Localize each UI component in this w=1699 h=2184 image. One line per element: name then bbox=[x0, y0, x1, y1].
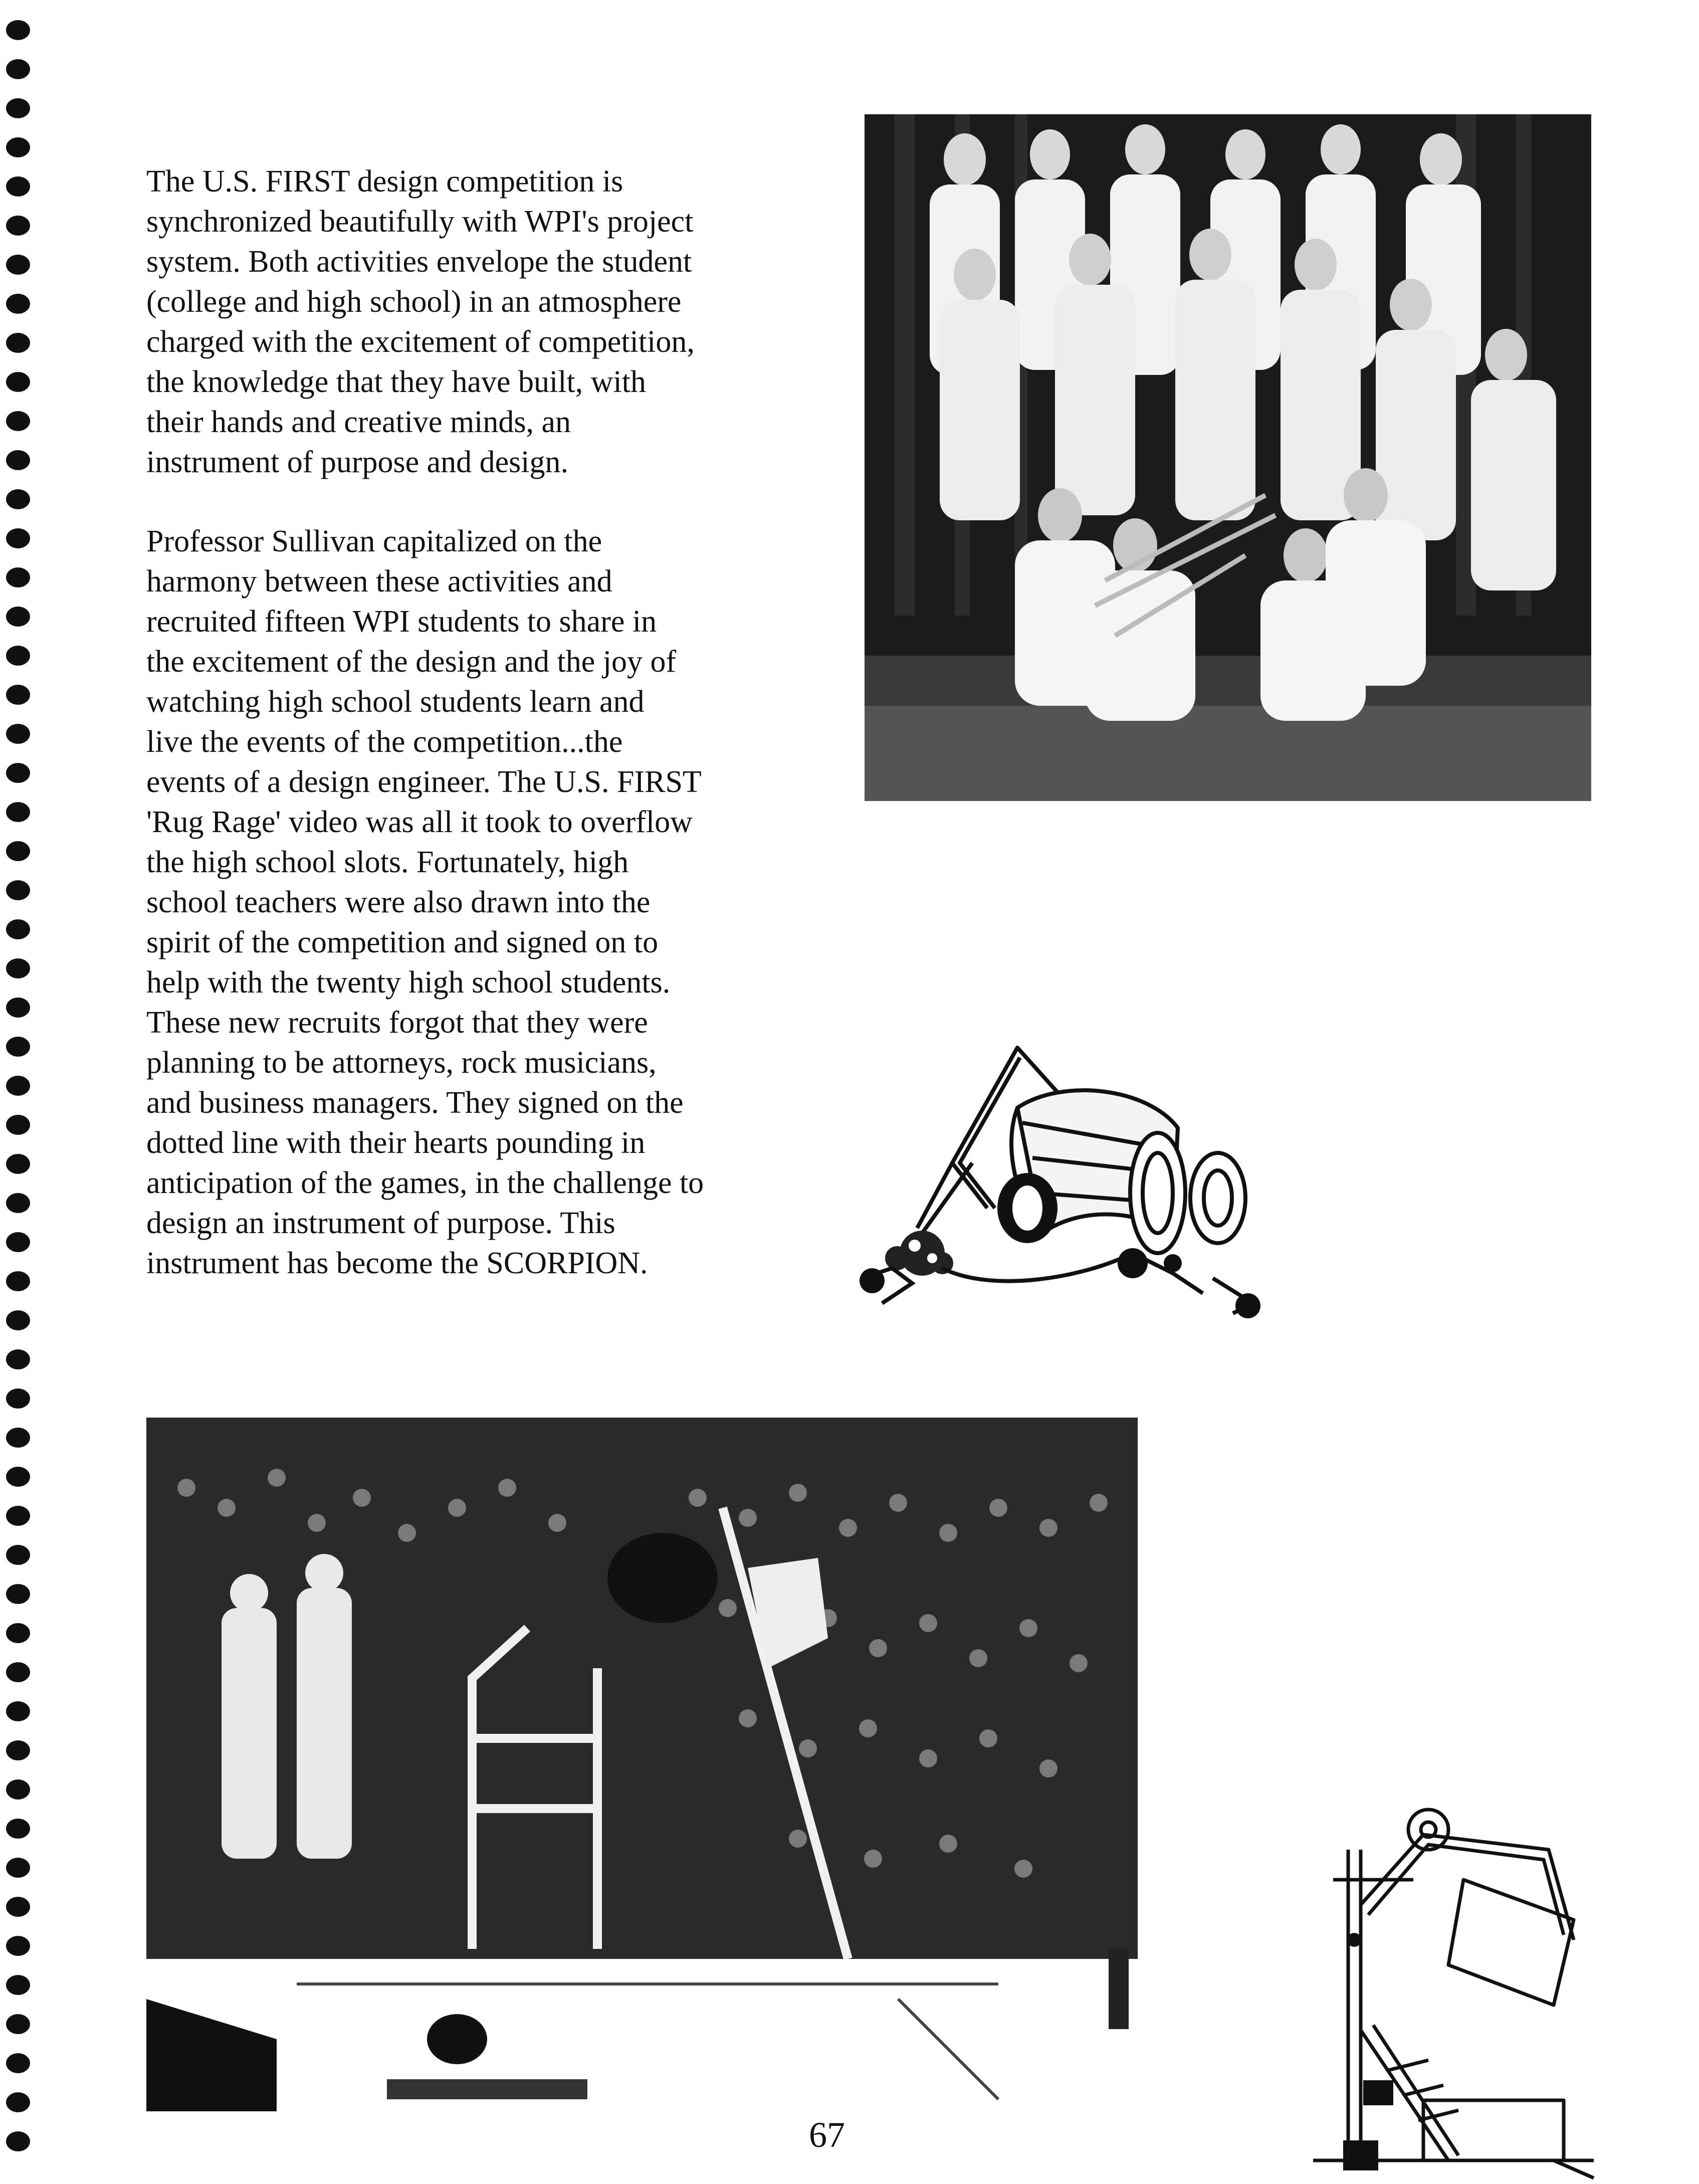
binding-hole bbox=[6, 1819, 30, 1839]
binding-hole bbox=[6, 646, 30, 666]
text-line: dotted line with their hearts pounding in bbox=[146, 1126, 646, 1160]
binding-hole bbox=[6, 411, 30, 431]
binding-hole bbox=[6, 1310, 30, 1330]
binding-hole bbox=[6, 1623, 30, 1643]
text-line: 'Rug Rage' video was all it took to overflow bbox=[146, 805, 693, 839]
binding-hole bbox=[6, 333, 30, 353]
text-line: design an instrument of purpose. This bbox=[146, 1206, 615, 1240]
binding-hole bbox=[6, 294, 30, 314]
text-line: harmony between these activities and bbox=[146, 564, 612, 599]
binding-hole bbox=[6, 998, 30, 1018]
binding-hole bbox=[6, 528, 30, 548]
binding-hole bbox=[6, 1467, 30, 1487]
binding-hole bbox=[6, 1271, 30, 1291]
binding-hole bbox=[6, 20, 30, 40]
binding-hole bbox=[6, 841, 30, 861]
text-line: spirit of the competition and signed on to bbox=[146, 925, 659, 959]
binding-hole bbox=[6, 1428, 30, 1448]
text-line: watching high school students learn and bbox=[146, 685, 645, 719]
text-line: planning to be attorneys, rock musicians, bbox=[146, 1046, 657, 1080]
text-line: help with the twenty high school students. bbox=[146, 965, 671, 1000]
team-group-photo bbox=[865, 114, 1591, 801]
binding-hole bbox=[6, 216, 30, 236]
binding-hole bbox=[6, 1076, 30, 1096]
text-line: and business managers. They signed on the bbox=[146, 1086, 684, 1120]
text-line: events of a design engineer. The U.S. FIRST bbox=[146, 765, 702, 799]
binding-hole bbox=[6, 802, 30, 822]
binding-hole bbox=[6, 685, 30, 705]
binding-hole bbox=[6, 1858, 30, 1878]
binding-hole bbox=[6, 59, 30, 79]
binding-hole bbox=[6, 1388, 30, 1409]
binding-hole bbox=[6, 1779, 30, 1800]
binding-hole bbox=[6, 724, 30, 744]
binding-hole bbox=[6, 2053, 30, 2073]
binding-hole bbox=[6, 1975, 30, 1995]
robot-arm-line-drawing bbox=[1313, 1790, 1614, 2180]
binding-hole bbox=[6, 763, 30, 783]
text-line: The U.S. FIRST design competition is bbox=[146, 164, 623, 198]
text-line: instrument has become the SCORPION. bbox=[146, 1246, 648, 1280]
text-line: synchronized beautifully with WPI's project bbox=[146, 205, 694, 239]
text-line: their hands and creative minds, an bbox=[146, 405, 571, 439]
spiral-binding-holes bbox=[0, 0, 60, 2184]
binding-hole bbox=[6, 489, 30, 509]
text-line: charged with the excitement of competition, bbox=[146, 325, 695, 359]
text-line: system. Both activities envelope the student bbox=[146, 245, 692, 279]
binding-hole bbox=[6, 450, 30, 470]
binding-hole bbox=[6, 1037, 30, 1057]
competition-arena-photo bbox=[146, 1357, 1138, 2111]
binding-hole bbox=[6, 1897, 30, 1917]
text-line: live the events of the competition...the bbox=[146, 725, 623, 759]
text-line: instrument of purpose and design. bbox=[146, 445, 569, 479]
binding-hole bbox=[6, 919, 30, 939]
binding-hole bbox=[6, 1662, 30, 1682]
binding-hole bbox=[6, 1584, 30, 1604]
binding-hole bbox=[6, 1115, 30, 1135]
text-line: recruited fifteen WPI students to share in bbox=[146, 605, 657, 639]
text-line: the high school slots. Fortunately, high bbox=[146, 845, 629, 879]
binding-hole bbox=[6, 1232, 30, 1252]
binding-hole bbox=[6, 2014, 30, 2034]
text-line: These new recruits forgot that they were bbox=[146, 1006, 648, 1040]
binding-hole bbox=[6, 1193, 30, 1213]
binding-hole bbox=[6, 1545, 30, 1565]
binding-hole bbox=[6, 1701, 30, 1721]
paragraph-professor-sullivan bbox=[146, 521, 818, 1283]
binding-hole bbox=[6, 255, 30, 275]
binding-hole bbox=[6, 98, 30, 118]
binding-hole bbox=[6, 2131, 30, 2151]
binding-hole bbox=[6, 880, 30, 900]
binding-hole bbox=[6, 607, 30, 627]
binding-hole bbox=[6, 1740, 30, 1760]
text-line: Professor Sullivan capitalized on the bbox=[146, 524, 602, 558]
page-number: 67 bbox=[809, 2115, 845, 2155]
binding-hole bbox=[6, 2092, 30, 2112]
binding-hole bbox=[6, 372, 30, 392]
paragraph-first-competition bbox=[146, 161, 818, 482]
binding-hole bbox=[6, 1349, 30, 1369]
text-line: the excitement of the design and the joy of bbox=[146, 645, 677, 679]
binding-hole bbox=[6, 176, 30, 196]
scorpion-robot-illustration bbox=[852, 1043, 1283, 1323]
text-line: anticipation of the games, in the challenge to bbox=[146, 1166, 704, 1200]
binding-hole bbox=[6, 1154, 30, 1174]
binding-hole bbox=[6, 958, 30, 978]
text-line: (college and high school) in an atmosphere bbox=[146, 285, 682, 319]
binding-hole bbox=[6, 137, 30, 157]
text-line: the knowledge that they have built, with bbox=[146, 365, 646, 399]
binding-hole bbox=[6, 567, 30, 587]
binding-hole bbox=[6, 1506, 30, 1526]
binding-hole bbox=[6, 1936, 30, 1956]
text-line: school teachers were also drawn into the bbox=[146, 885, 651, 919]
